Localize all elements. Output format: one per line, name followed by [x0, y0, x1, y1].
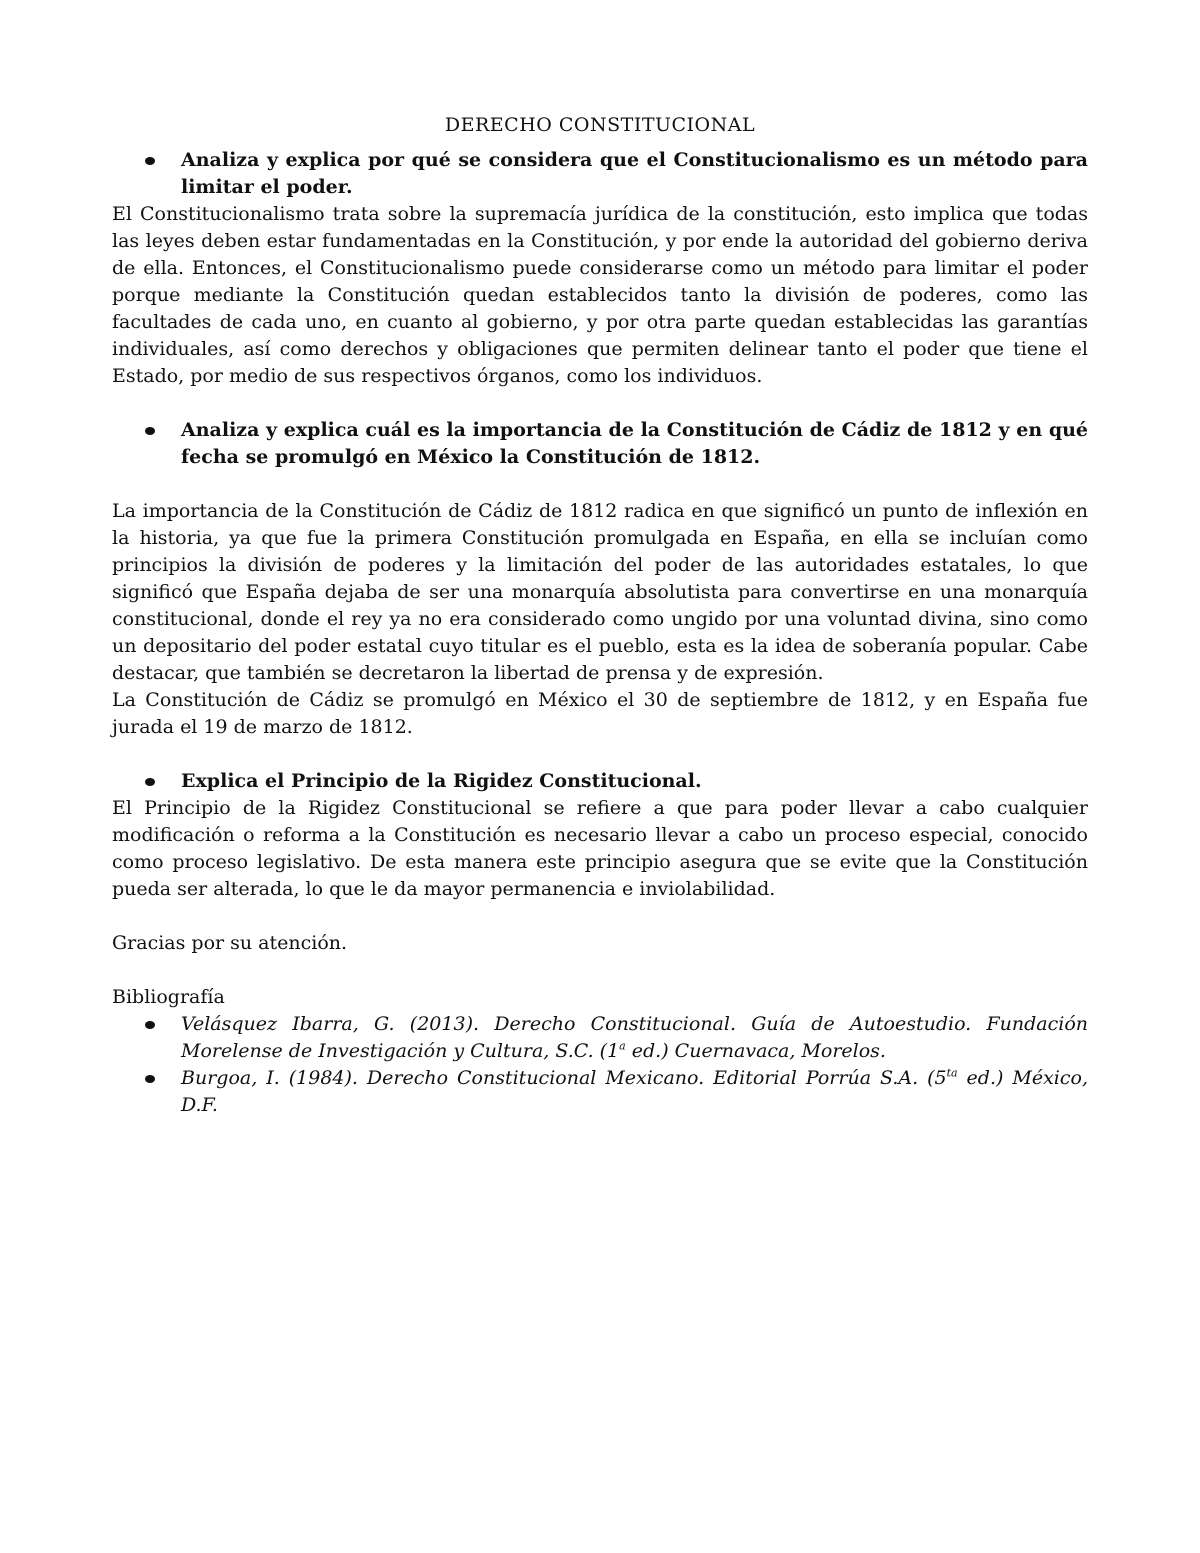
question-3-text: Explica el Principio de la Rigidez Constitucional. — [181, 770, 702, 792]
bib-2-sup: ta — [946, 1066, 958, 1080]
bullet-icon — [145, 1021, 155, 1029]
document-page — [112, 112, 1088, 1119]
bib-2-after: ed.) México, D.F. — [181, 1067, 1088, 1116]
question-1 — [112, 147, 1088, 201]
bullet-icon — [145, 778, 155, 786]
spacer — [112, 390, 1088, 417]
spacer — [112, 471, 1088, 498]
document-title: DERECHO CONSTITUCIONAL — [444, 114, 756, 136]
bib-1-after: ed.) Cuernavaca, Morelos. — [625, 1040, 886, 1062]
bullet-icon — [145, 427, 155, 435]
answer-1-paragraph-1: El Constitucionalismo trata sobre la supremacía jurídica de la constitución, esto implica que todas las leyes deben estar fundamentadas en la Constitución, y por ende la autoridad del gobierno deriva de ella. Entonces, el Constitucionalismo puede considerarse como un método para limitar el poder porque mediante la Constitución quedan establecidos tanto la división de poderes, como las facultades de cada uno, en cuanto al gobierno, y por otra parte quedan establecidas las garantías individuales, así como derechos y obligaciones que permiten delinear tanto el poder que tiene el Estado, por medio de sus respectivos órganos, como los individuos. — [112, 203, 1088, 387]
question-1-text: Analiza y explica por qué se considera que el Constitucionalismo es un método para limitar el poder. — [181, 149, 1088, 198]
question-3 — [112, 768, 1088, 795]
spacer — [112, 741, 1088, 768]
question-2-text: Analiza y explica cuál es la importancia de la Constitución de Cádiz de 1812 y en qué fecha se promulgó en México la Constitución de 1812. — [181, 419, 1088, 468]
spacer — [112, 903, 1088, 930]
answer-2-paragraph-1: La importancia de la Constitución de Cádiz de 1812 radica en que significó un punto de inflexión en la historia, ya que fue la primera Constitución promulgada en España, en ella se incluían como principios la división de poderes y la limitación del poder de las autoridades estatales, lo que significó que España dejaba de ser una monarquía absolutista para convertirse en una monarquía constitucional, donde el rey ya no era considerado como ungido por una voluntad divina, sino como un depositario del poder estatal cuyo titular es el pueblo, esta es la idea de soberanía popular. Cabe destacar, que también se decretaron la libertad de prensa y de expresión. — [112, 500, 1088, 684]
bullet-icon — [145, 1075, 155, 1083]
answer-3-paragraph-1: El Principio de la Rigidez Constitucional se refiere a que para poder llevar a cabo cualquier modificación o reforma a la Constitución es necesario llevar a cabo un proceso especial, conocido como proceso legislativo. De esta manera este principio asegura que se evite que la Constitución pueda ser alterada, lo que le da mayor permanencia e inviolabilidad. — [112, 797, 1088, 900]
answer-2-paragraph-2: La Constitución de Cádiz se promulgó en México el 30 de septiembre de 1812, y en España fue jurada el 19 de marzo de 1812. — [112, 689, 1088, 738]
bib-1-sup: a — [619, 1039, 626, 1053]
bibliography-heading: Bibliografía — [112, 986, 225, 1008]
spacer — [112, 957, 1088, 984]
bibliography-item-1 — [112, 1011, 1088, 1065]
bibliography-item-2 — [112, 1065, 1088, 1119]
question-2 — [112, 417, 1088, 471]
bib-2-before: Burgoa, I. (1984). Derecho Constitucional Mexicano. Editorial Porrúa S.A. (5 — [181, 1067, 947, 1089]
bullet-icon — [145, 157, 155, 165]
closing-text: Gracias por su atención. — [112, 932, 348, 954]
bib-1-before: Velásquez Ibarra, G. (2013). Derecho Constitucional. Guía de Autoestudio. Fundación Morelense de Investigación y Cultura, S.C. (1 — [181, 1013, 1088, 1062]
